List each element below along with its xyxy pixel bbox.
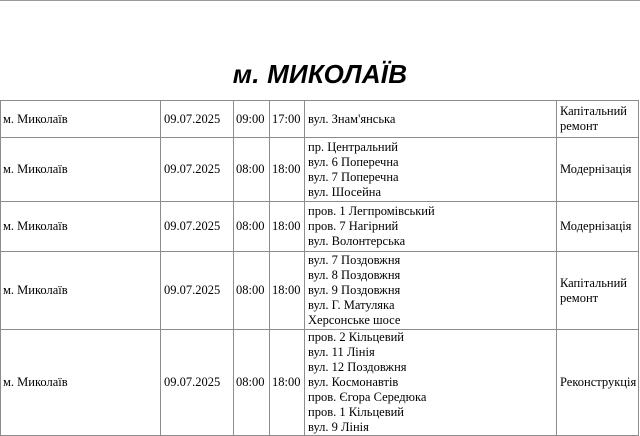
start-time-cell: 08:00 xyxy=(234,138,270,202)
streets-cell xyxy=(305,138,557,202)
date-cell: 09.07.2025 xyxy=(161,101,234,138)
streets-cell xyxy=(305,101,557,138)
city-cell: м. Миколаїв xyxy=(1,202,161,252)
top-divider xyxy=(0,0,640,1)
start-time-cell: 09:00 xyxy=(234,101,270,138)
street-name: вул. Шосейна xyxy=(308,184,382,199)
start-time-cell: 08:00 xyxy=(234,330,270,436)
table-row xyxy=(1,252,639,330)
street-name: Херсонське шосе xyxy=(308,313,401,327)
streets-cell xyxy=(305,202,557,252)
end-time-cell: 18:00 xyxy=(270,138,305,202)
street-name: вул. Космонавтів xyxy=(308,375,399,389)
street-name: пр. Центральний xyxy=(308,139,398,154)
outage-schedule-table xyxy=(0,100,639,436)
work-type-cell: Капітальний ремонт xyxy=(557,252,639,330)
table-row xyxy=(1,330,639,436)
end-time-cell: 18:00 xyxy=(270,202,305,252)
street-name: вул. 9 Лінія xyxy=(308,420,369,434)
table-row xyxy=(1,138,639,202)
streets-cell xyxy=(305,330,557,436)
work-type-cell: Модернізація xyxy=(557,202,639,252)
city-cell: м. Миколаїв xyxy=(1,101,161,138)
street-name: вул. Знам'янська xyxy=(308,111,396,126)
date-cell: 09.07.2025 xyxy=(161,252,234,330)
street-name: вул. 11 Лінія xyxy=(308,345,375,359)
street-name: пров. Єгора Середюка xyxy=(308,390,427,404)
date-cell: 09.07.2025 xyxy=(161,202,234,252)
street-name: пров. 1 Кільцевий xyxy=(308,405,404,419)
street-name: вул. 12 Поздовжня xyxy=(308,360,407,374)
page-title: м. МИКОЛАЇВ xyxy=(232,59,408,89)
work-type-cell: Реконструкція xyxy=(557,330,639,436)
work-type-cell: Капітальний ремонт xyxy=(557,101,639,138)
end-time-cell: 17:00 xyxy=(270,101,305,138)
start-time-cell: 08:00 xyxy=(234,202,270,252)
street-name: вул. 7 Поперечна xyxy=(308,169,399,184)
street-name: вул. Г. Матуляка xyxy=(308,298,395,312)
street-name: вул. Волонтерська xyxy=(308,234,406,248)
street-name: вул. 9 Поздовжня xyxy=(308,283,401,297)
street-name: пров. 2 Кільцевий xyxy=(308,330,404,344)
street-name: пров. 7 Нагірний xyxy=(308,219,399,233)
end-time-cell: 18:00 xyxy=(270,330,305,436)
city-cell: м. Миколаїв xyxy=(1,252,161,330)
table-row xyxy=(1,202,639,252)
street-name: пров. 1 Легпромівський xyxy=(308,204,435,218)
street-name: вул. 7 Поздовжня xyxy=(308,253,401,267)
table-row xyxy=(1,101,639,138)
date-cell: 09.07.2025 xyxy=(161,138,234,202)
start-time-cell: 08:00 xyxy=(234,252,270,330)
city-cell: м. Миколаїв xyxy=(1,330,161,436)
streets-cell xyxy=(305,252,557,330)
end-time-cell: 18:00 xyxy=(270,252,305,330)
city-cell: м. Миколаїв xyxy=(1,138,161,202)
street-name: вул. 8 Поздовжня xyxy=(308,268,401,282)
work-type-cell: Модернізація xyxy=(557,138,639,202)
street-name: вул. 6 Поперечна xyxy=(308,154,399,169)
date-cell: 09.07.2025 xyxy=(161,330,234,436)
